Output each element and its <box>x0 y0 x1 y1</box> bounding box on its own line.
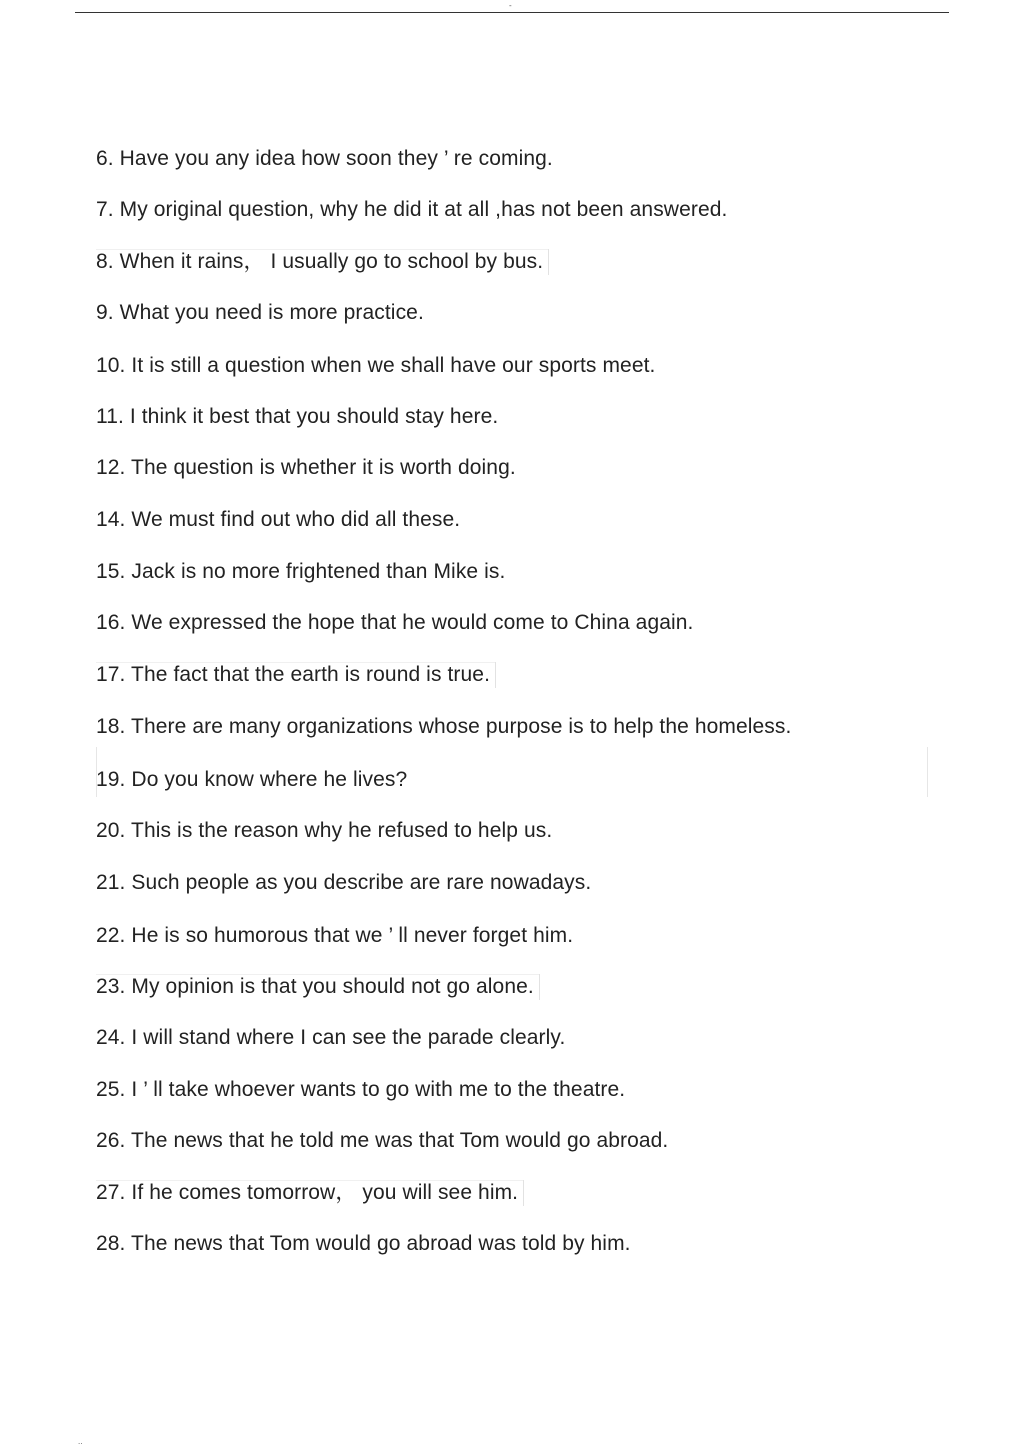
sentence-21: 21. Such people as you describe are rare nowadays. <box>96 871 592 894</box>
header-mark: - <box>509 1 512 10</box>
sentence-24: 24. I will stand where I can see the parade clearly. <box>96 1026 566 1049</box>
sentence-8: 8. When it rains， I usually go to school by bus. <box>96 249 549 275</box>
sentence-9: 9. What you need is more practice. <box>96 301 424 324</box>
sentence-23: 23. My opinion is that you should not go alone. <box>96 974 540 1000</box>
sentence-14: 14. We must find out who did all these. <box>96 508 461 531</box>
sentence-25: 25. I ’ ll take whoever wants to go with me to the theatre. <box>96 1078 626 1101</box>
sentence-20: 20. This is the reason why he refused to help us. <box>96 819 553 842</box>
sentence-19: 19. Do you know where he lives? <box>96 768 408 791</box>
sentence-18: 18. There are many organizations whose purpose is to help the homeless. <box>96 715 792 738</box>
sentence-10: 10. It is still a question when we shall have our sports meet. <box>96 354 656 377</box>
sentence-12: 12. The question is whether it is worth doing. <box>96 456 516 479</box>
sentence-27: 27. If he comes tomorrow， you will see him. <box>96 1180 524 1206</box>
header-rule <box>75 12 949 13</box>
footer-mark: .. <box>78 1437 83 1446</box>
sentence-26: 26. The news that he told me was that Tom would go abroad. <box>96 1129 669 1152</box>
sentence-15: 15. Jack is no more frightened than Mike is. <box>96 560 506 583</box>
sentence-11: 11. I think it best that you should stay here. <box>96 405 499 428</box>
faint-rule-right <box>927 747 928 797</box>
sentence-17: 17. The fact that the earth is round is true. <box>96 662 496 688</box>
sentence-28: 28. The news that Tom would go abroad was told by him. <box>96 1232 631 1255</box>
sentence-22: 22. He is so humorous that we ’ ll never forget him. <box>96 924 574 947</box>
sentence-7: 7. My original question, why he did it at all ,has not been answered. <box>96 198 728 221</box>
sentence-6: 6. Have you any idea how soon they ’ re coming. <box>96 147 553 170</box>
faint-rule-left <box>96 747 97 797</box>
sentence-16: 16. We expressed the hope that he would come to China again. <box>96 611 694 634</box>
